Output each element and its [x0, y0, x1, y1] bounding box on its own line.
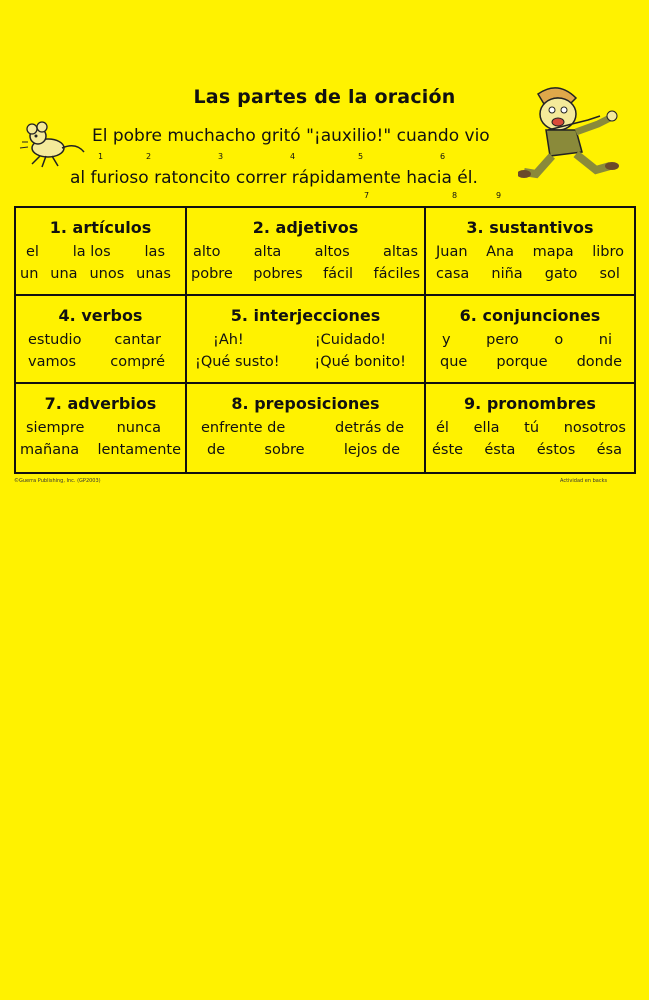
word-row — [16, 244, 185, 260]
word: ¡Cuidado! — [314, 332, 386, 348]
word: la los — [72, 244, 111, 260]
word-row — [426, 266, 634, 282]
word-row — [426, 332, 634, 348]
word: cantar — [114, 332, 161, 348]
cell-preposiciones — [187, 384, 426, 472]
word: él — [436, 420, 449, 436]
word: lentamente — [97, 442, 181, 458]
word-row — [187, 332, 424, 348]
cell-title: 1. artículos — [49, 218, 152, 237]
cell-title: 6. conjunciones — [459, 306, 601, 325]
word: casa — [436, 266, 470, 282]
activity-footer: Actividad en backs — [560, 478, 608, 484]
word-row — [426, 244, 634, 260]
word: pobres — [253, 266, 303, 282]
sentence-line-2: al furioso ratoncito correr rápidamente hacia él. — [70, 168, 478, 188]
word-number: 7 — [364, 191, 370, 200]
word: gato — [544, 266, 578, 282]
word: sobre — [264, 442, 305, 458]
word: siempre — [26, 420, 85, 436]
word: altos — [314, 244, 350, 260]
word: pobre — [191, 266, 233, 282]
word-row — [187, 266, 424, 282]
cell-title: 8. preposiciones — [231, 394, 380, 413]
word-row — [187, 420, 424, 436]
word: tú — [524, 420, 540, 436]
word-row — [426, 354, 634, 370]
cell-title: 5. interjecciones — [230, 306, 381, 325]
word: enfrente de — [201, 420, 286, 436]
word: nunca — [116, 420, 161, 436]
word-number: 2 — [146, 152, 152, 161]
word-row — [16, 332, 185, 348]
cell-conjunciones — [426, 296, 634, 384]
word: alta — [253, 244, 282, 260]
word: donde — [576, 354, 622, 370]
word-row — [426, 442, 634, 458]
word-row — [16, 354, 185, 370]
word: fáciles — [373, 266, 420, 282]
word: que — [440, 354, 468, 370]
word: unos — [89, 266, 125, 282]
word: estudio — [28, 332, 82, 348]
cell-verbos — [16, 296, 187, 384]
word: porque — [496, 354, 548, 370]
cell-adjetivos — [187, 208, 426, 296]
word-row — [187, 244, 424, 260]
cell-title: 3. sustantivos — [466, 218, 594, 237]
word: pero — [486, 332, 519, 348]
word: ¡Qué bonito! — [314, 354, 406, 370]
word: alto — [193, 244, 221, 260]
word-number: 8 — [452, 191, 458, 200]
word: una — [50, 266, 78, 282]
cell-pronombres — [426, 384, 634, 472]
word: ¡Qué susto! — [195, 354, 280, 370]
cell-sustantivos — [426, 208, 634, 296]
word: éstos — [536, 442, 576, 458]
word: compré — [110, 354, 165, 370]
word-number: 9 — [496, 191, 502, 200]
word: y — [442, 332, 451, 348]
sentence-line-1: El pobre muchacho gritó "¡auxilio!" cuando vio — [92, 126, 490, 146]
word-row — [426, 420, 634, 436]
word: o — [554, 332, 564, 348]
word: de — [207, 442, 226, 458]
cell-adverbios — [16, 384, 187, 472]
word-row — [187, 354, 424, 370]
word: detrás de — [335, 420, 404, 436]
word: las — [144, 244, 165, 260]
cell-interjecciones — [187, 296, 426, 384]
page-title: Las partes de la oración — [193, 86, 456, 108]
word: el — [26, 244, 39, 260]
word-number: 6 — [440, 152, 446, 161]
word: lejos de — [343, 442, 400, 458]
word-number: 3 — [218, 152, 224, 161]
cell-title: 2. adjetivos — [252, 218, 359, 237]
word-row — [16, 420, 185, 436]
word: un — [20, 266, 39, 282]
word-row — [16, 266, 185, 282]
word: unas — [136, 266, 171, 282]
cell-title: 9. pronombres — [464, 394, 596, 413]
word: ésa — [596, 442, 622, 458]
word: ¡Ah! — [213, 332, 244, 348]
word-number: 5 — [358, 152, 364, 161]
parts-of-speech-table — [14, 206, 636, 474]
word: fácil — [323, 266, 354, 282]
cell-articulos — [16, 208, 187, 296]
word: vamos — [28, 354, 77, 370]
word: ella — [473, 420, 500, 436]
word: libro — [592, 244, 624, 260]
word-number: 1 — [98, 152, 104, 161]
word: sol — [599, 266, 620, 282]
word: mapa — [532, 244, 574, 260]
word: Juan — [436, 244, 468, 260]
mouse-illustration — [18, 112, 88, 176]
word: ésta — [484, 442, 516, 458]
word-row — [187, 442, 424, 458]
word: niña — [491, 266, 523, 282]
word: nosotros — [563, 420, 626, 436]
cell-title: 4. verbos — [58, 306, 143, 325]
word: mañana — [20, 442, 80, 458]
cell-title: 7. adverbios — [44, 394, 157, 413]
word-number: 4 — [290, 152, 296, 161]
word: Ana — [486, 244, 515, 260]
word: altas — [382, 244, 418, 260]
word: ni — [598, 332, 612, 348]
word-row — [16, 442, 185, 458]
word: éste — [432, 442, 464, 458]
copyright-footer: ©Guerra Publishing, Inc. (GP2003) — [14, 478, 101, 484]
